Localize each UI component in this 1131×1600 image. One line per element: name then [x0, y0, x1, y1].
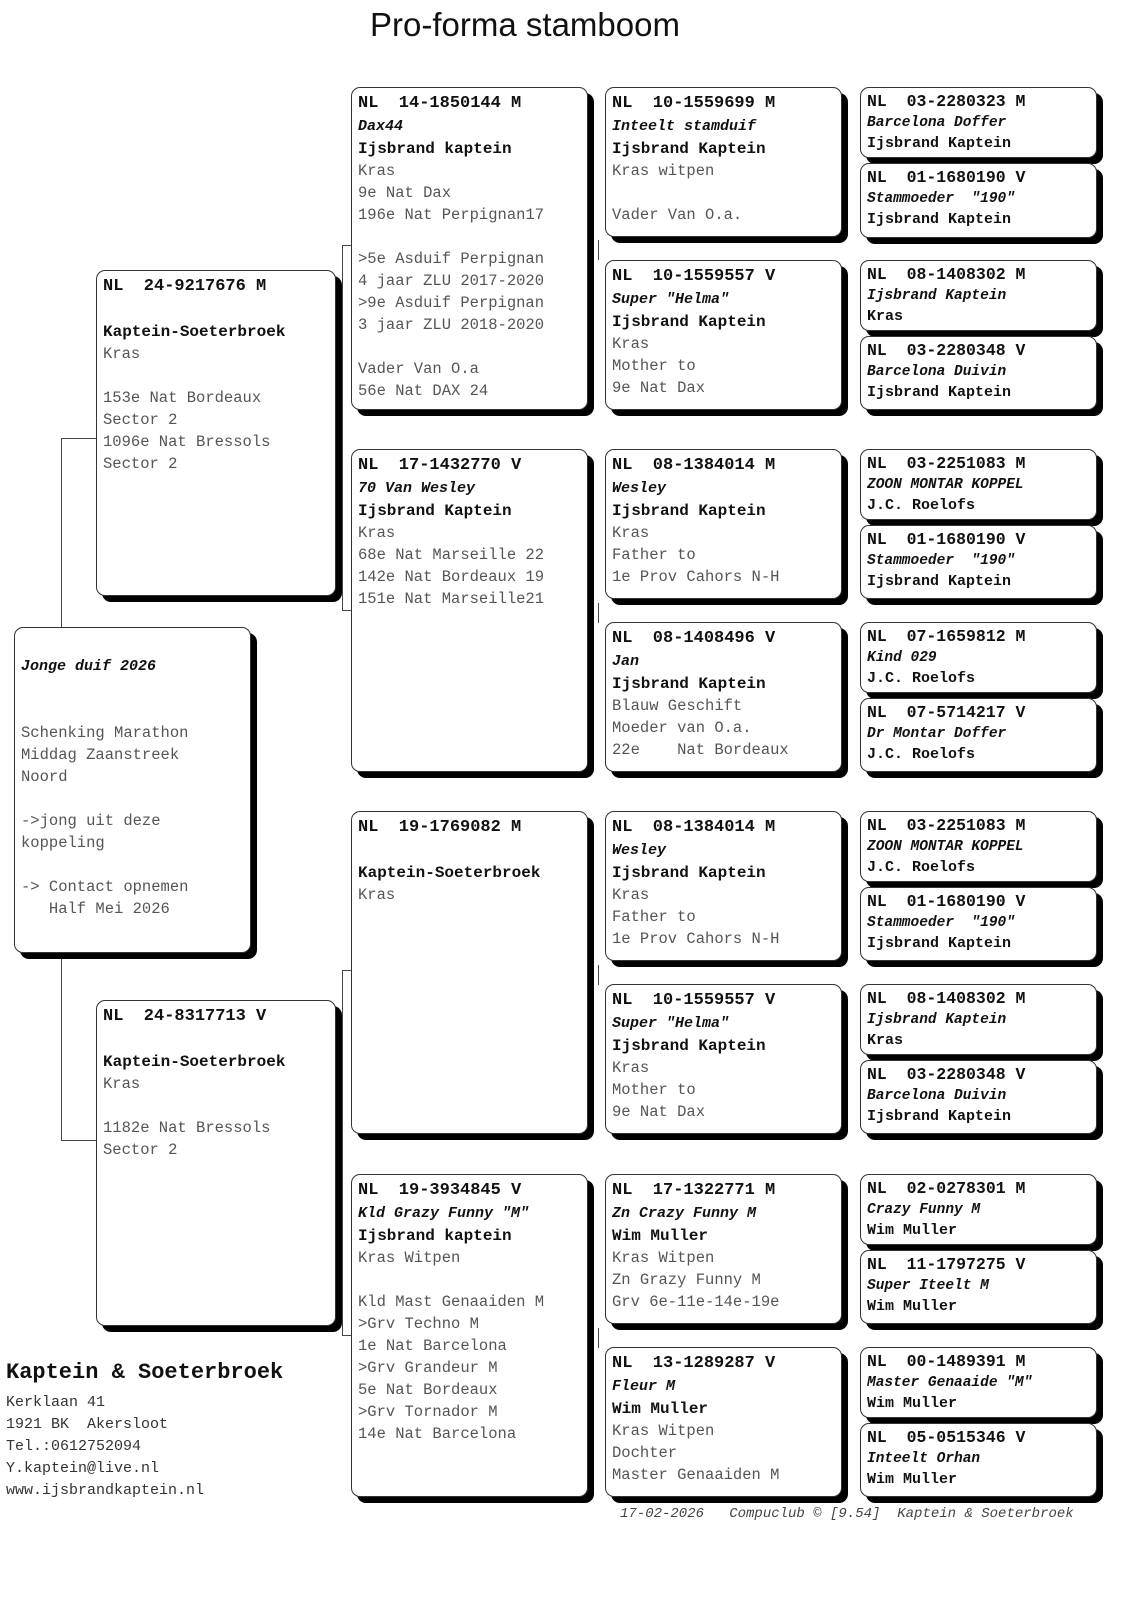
ancestor-card	[860, 525, 1097, 599]
pigeon-name: Zn Crazy Funny M	[612, 1205, 757, 1222]
breeder: J.C. Roelofs	[867, 670, 976, 687]
info-line: Sector 2	[103, 455, 178, 473]
info-line: 9e Nat Dax	[358, 184, 452, 202]
pigeon-name: Dax44	[358, 118, 404, 135]
breeder: Ijsbrand Kaptein	[612, 864, 766, 882]
ancestor-card	[860, 887, 1097, 961]
breeder: Ijsbrand Kaptein	[867, 135, 1012, 152]
ancestor-card	[860, 698, 1097, 772]
page-title: Pro-forma stamboom	[370, 6, 680, 43]
info-line: Master Genaaiden M	[612, 1466, 780, 1484]
pigeon-name: Crazy Funny M	[867, 1202, 981, 1218]
ring-number: NL 19-3934845 V	[358, 1181, 522, 1200]
breeder: Ijsbrand Kaptein	[867, 211, 1012, 228]
connector	[598, 603, 599, 623]
breeder: J.C. Roelofs	[867, 497, 976, 514]
info-line	[358, 1269, 581, 1291]
info-line: Father to	[612, 908, 696, 926]
print-stamp: 17-02-2026 Compuclub © [9.54] Kaptein & Soeterbroek	[620, 1506, 1074, 1522]
grandparent-card	[351, 449, 588, 772]
ring-number: NL 14-1850144 M	[358, 94, 522, 113]
ancestor-card	[860, 811, 1097, 882]
pigeon-name: ZOON MONTAR KOPPEL	[867, 839, 1024, 855]
ring-number: NL 10-1559699 M	[612, 94, 776, 113]
info-line: Kras	[103, 1075, 141, 1093]
subject-name: Jonge duif 2026	[21, 658, 157, 675]
ring-number: NL 05-0515346 V	[867, 1428, 1026, 1447]
ring-number: NL 24-8317713 V	[103, 1007, 267, 1026]
info-line: 1e Nat Barcelona	[358, 1337, 507, 1355]
breeder: Ijsbrand kaptein	[358, 1227, 512, 1245]
connector	[342, 245, 343, 610]
subject-line	[21, 678, 244, 700]
pigeon-name: Ijsbrand Kaptein	[867, 1012, 1007, 1028]
info-line: 5e Nat Bordeaux	[358, 1381, 498, 1399]
info-line: 151e Nat Marseille21	[358, 590, 545, 608]
grandparent-card	[351, 87, 588, 410]
subject-line: Middag Zaanstreek	[21, 746, 180, 764]
breeder: Wim Muller	[867, 1222, 958, 1239]
info-line	[358, 226, 581, 248]
ring-number: NL 03-2280348 V	[867, 1065, 1026, 1084]
breeder: Ijsbrand Kaptein	[867, 1108, 1012, 1125]
breeder: Ijsbrand Kaptein	[867, 573, 1012, 590]
info-line	[103, 365, 329, 387]
info-line: 1096e Nat Bressols	[103, 433, 271, 451]
info-line: Kras	[103, 345, 141, 363]
owner-phone: Tel.:0612752094	[6, 1438, 142, 1455]
ring-number: NL 03-2280323 M	[867, 92, 1026, 111]
breeder: Wim Muller	[867, 1395, 958, 1412]
breeder: Kras	[867, 308, 904, 325]
info-line: Mother to	[612, 357, 696, 375]
pigeon-name: Inteelt Orhan	[867, 1451, 981, 1467]
ring-number: NL 17-1432770 V	[358, 456, 522, 475]
info-line: Kras	[612, 524, 650, 542]
pigeon-name: Super "Helma"	[612, 1015, 730, 1032]
breeder: J.C. Roelofs	[867, 746, 976, 763]
pigeon-name: Fleur M	[612, 1378, 676, 1395]
connector	[598, 240, 599, 260]
info-line: Mother to	[612, 1081, 696, 1099]
owner-contact	[6, 1392, 204, 1502]
info-line: 1e Prov Cahors N-H	[612, 930, 780, 948]
subject-line: Schenking Marathon	[21, 724, 189, 742]
ring-number: NL 02-0278301 M	[867, 1179, 1026, 1198]
breeder: Ijsbrand Kaptein	[867, 384, 1012, 401]
info-line: Kras	[358, 162, 396, 180]
info-line: 4 jaar ZLU 2017-2020	[358, 272, 545, 290]
owner-email: Y.kaptein@live.nl	[6, 1460, 160, 1477]
great-grandparent-card	[605, 87, 842, 237]
breeder: Ijsbrand Kaptein	[358, 502, 512, 520]
pigeon-name: Stammoeder "190"	[867, 191, 1015, 207]
owner-name: Kaptein & Soeterbroek	[6, 1360, 284, 1385]
pigeon-name: Barcelona Duivin	[867, 364, 1007, 380]
subject-line	[21, 700, 244, 722]
pigeon-name	[358, 840, 581, 862]
info-line: 142e Nat Bordeaux 19	[358, 568, 545, 586]
ancestor-card	[860, 260, 1097, 331]
ancestor-card	[860, 1347, 1097, 1418]
info-line: Kras Witpen	[358, 1249, 461, 1267]
breeder: Kaptein-Soeterbroek	[103, 1053, 286, 1071]
pigeon-name: Stammoeder "190"	[867, 915, 1015, 931]
connector	[61, 1140, 97, 1141]
ring-number: NL 07-5714217 V	[867, 703, 1026, 722]
ancestor-card	[860, 984, 1097, 1055]
connector	[61, 438, 97, 439]
owner-city: 1921 BK Akersloot	[6, 1416, 169, 1433]
ring-number: NL 03-2251083 M	[867, 454, 1026, 473]
info-line: 153e Nat Bordeaux	[103, 389, 262, 407]
subject-line: -> Contact opnemen	[21, 878, 189, 896]
subject-line: Noord	[21, 768, 68, 786]
info-line	[612, 182, 835, 204]
ring-number: NL 03-2251083 M	[867, 816, 1026, 835]
info-line	[358, 336, 581, 358]
subject-line	[21, 788, 244, 810]
great-grandparent-card	[605, 984, 842, 1134]
ring-number: NL 01-1680190 V	[867, 892, 1026, 911]
info-line: Kras	[358, 524, 396, 542]
ancestor-card	[860, 1423, 1097, 1497]
info-line: Kras	[612, 335, 650, 353]
ring-number: NL 13-1289287 V	[612, 1354, 776, 1373]
info-line: Kras	[612, 1059, 650, 1077]
info-line: 196e Nat Perpignan17	[358, 206, 545, 224]
ancestor-card	[860, 163, 1097, 238]
connector	[342, 970, 343, 1335]
info-line: Blauw Geschift	[612, 697, 743, 715]
owner-address: Kerklaan 41	[6, 1394, 106, 1411]
breeder: J.C. Roelofs	[867, 859, 976, 876]
pigeon-name: Barcelona Duivin	[867, 1088, 1007, 1104]
ring-number: NL 24-9217676 M	[103, 277, 267, 296]
info-line: 22e Nat Bordeaux	[612, 741, 789, 759]
breeder: Ijsbrand Kaptein	[612, 1037, 766, 1055]
ring-number: NL 03-2280348 V	[867, 341, 1026, 360]
info-line: >Grv Grandeur M	[358, 1359, 498, 1377]
subject-line: ->jong uit deze	[21, 812, 161, 830]
ring-number: NL 08-1384014 M	[612, 818, 776, 837]
pigeon-name: Inteelt stamduif	[612, 118, 757, 135]
info-line: 3 jaar ZLU 2018-2020	[358, 316, 545, 334]
breeder: Kaptein-Soeterbroek	[103, 323, 286, 341]
breeder: Wim Muller	[612, 1227, 709, 1245]
pigeon-name: Ijsbrand Kaptein	[867, 288, 1007, 304]
pigeon-name: Master Genaaide "M"	[867, 1375, 1033, 1391]
great-grandparent-card	[605, 260, 842, 410]
ring-number: NL 10-1559557 V	[612, 267, 776, 286]
ancestor-card	[860, 1250, 1097, 1324]
pigeon-name: Super "Helma"	[612, 291, 730, 308]
ring-number: NL 19-1769082 M	[358, 818, 522, 837]
sire-card	[96, 270, 336, 596]
info-line: Grv 6e-11e-14e-19e	[612, 1293, 780, 1311]
info-line: >Grv Techno M	[358, 1315, 479, 1333]
breeder: Kras	[867, 1032, 904, 1049]
ancestor-card	[860, 87, 1097, 158]
info-line: Kras Witpen	[612, 1422, 715, 1440]
pigeon-name	[103, 1029, 329, 1051]
ring-number: NL 07-1659812 M	[867, 627, 1026, 646]
ring-number: NL 00-1489391 M	[867, 1352, 1026, 1371]
info-line	[103, 1095, 329, 1117]
breeder: Ijsbrand Kaptein	[612, 675, 766, 693]
connector	[598, 1328, 599, 1348]
breeder: Ijsbrand Kaptein	[612, 140, 766, 158]
great-grandparent-card	[605, 449, 842, 599]
info-line: 9e Nat Dax	[612, 1103, 706, 1121]
breeder: Wim Muller	[867, 1298, 958, 1315]
pigeon-name: Wesley	[612, 480, 667, 497]
info-line: 1182e Nat Bressols	[103, 1119, 271, 1137]
breeder: Kaptein-Soeterbroek	[358, 864, 541, 882]
connector	[61, 955, 62, 1140]
grandparent-card	[351, 811, 588, 1134]
info-line: >Grv Tornador M	[358, 1403, 498, 1421]
ring-number: NL 10-1559557 V	[612, 991, 776, 1010]
ring-number: NL 08-1408302 M	[867, 265, 1026, 284]
info-line: Dochter	[612, 1444, 678, 1462]
breeder: Ijsbrand Kaptein	[867, 935, 1012, 952]
info-line: Sector 2	[103, 1141, 178, 1159]
info-line: Kras	[358, 886, 396, 904]
breeder: Ijsbrand kaptein	[358, 140, 512, 158]
ancestor-card	[860, 336, 1097, 410]
ancestor-card	[860, 449, 1097, 520]
breeder: Wim Muller	[867, 1471, 958, 1488]
subject-line: koppeling	[21, 834, 105, 852]
pigeon-name: Super Iteelt M	[867, 1278, 989, 1294]
pigeon-name: Wesley	[612, 842, 667, 859]
breeder: Ijsbrand Kaptein	[612, 502, 766, 520]
info-line: Father to	[612, 546, 696, 564]
ancestor-card	[860, 1174, 1097, 1245]
great-grandparent-card	[605, 1347, 842, 1497]
ring-number: NL 08-1408496 V	[612, 629, 776, 648]
info-line: Kras Witpen	[612, 1249, 715, 1267]
ring-number: NL 01-1680190 V	[867, 168, 1026, 187]
subject-line	[21, 854, 244, 876]
ring-number: NL 08-1408302 M	[867, 989, 1026, 1008]
grandparent-card	[351, 1174, 588, 1497]
pigeon-name	[103, 299, 329, 321]
ring-number: NL 17-1322771 M	[612, 1181, 776, 1200]
dam-card	[96, 1000, 336, 1326]
info-line: Vader Van O.a	[358, 360, 479, 378]
ring-number: NL 11-1797275 V	[867, 1255, 1026, 1274]
info-line: 56e Nat DAX 24	[358, 382, 489, 400]
great-grandparent-card	[605, 811, 842, 961]
info-line: 14e Nat Barcelona	[358, 1425, 517, 1443]
breeder: Wim Muller	[612, 1400, 709, 1418]
ancestor-card	[860, 622, 1097, 693]
ring-number: NL 01-1680190 V	[867, 530, 1026, 549]
pigeon-name: ZOON MONTAR KOPPEL	[867, 477, 1024, 493]
info-line: 9e Nat Dax	[612, 379, 706, 397]
great-grandparent-card	[605, 622, 842, 772]
info-line: Zn Grazy Funny M	[612, 1271, 761, 1289]
breeder: Ijsbrand Kaptein	[612, 313, 766, 331]
pigeon-name: 70 Van Wesley	[358, 480, 476, 497]
pigeon-name: Barcelona Doffer	[867, 115, 1007, 131]
pigeon-name: Jan	[612, 653, 640, 670]
info-line: >5e Asduif Perpignan	[358, 250, 545, 268]
pigeon-name: Stammoeder "190"	[867, 553, 1015, 569]
owner-website: www.ijsbrandkaptein.nl	[6, 1482, 205, 1499]
subject-card	[14, 627, 251, 953]
connector	[61, 438, 62, 628]
great-grandparent-card	[605, 1174, 842, 1324]
info-line: 68e Nat Marseille 22	[358, 546, 545, 564]
ancestor-card	[860, 1060, 1097, 1134]
pigeon-name: Dr Montar Doffer	[867, 726, 1007, 742]
info-line: Vader Van O.a.	[612, 206, 743, 224]
pigeon-name: Kind 029	[867, 650, 937, 666]
info-line: Sector 2	[103, 411, 178, 429]
pigeon-name: Kld Grazy Funny "M"	[358, 1205, 530, 1222]
ring-number: NL 08-1384014 M	[612, 456, 776, 475]
connector	[598, 965, 599, 985]
info-line: 1e Prov Cahors N-H	[612, 568, 780, 586]
subject-line: Half Mei 2026	[21, 900, 170, 918]
info-line: Moeder van O.a.	[612, 719, 752, 737]
info-line: Kld Mast Genaaiden M	[358, 1293, 545, 1311]
info-line: Kras witpen	[612, 162, 715, 180]
info-line: >9e Asduif Perpignan	[358, 294, 545, 312]
info-line: Kras	[612, 886, 650, 904]
